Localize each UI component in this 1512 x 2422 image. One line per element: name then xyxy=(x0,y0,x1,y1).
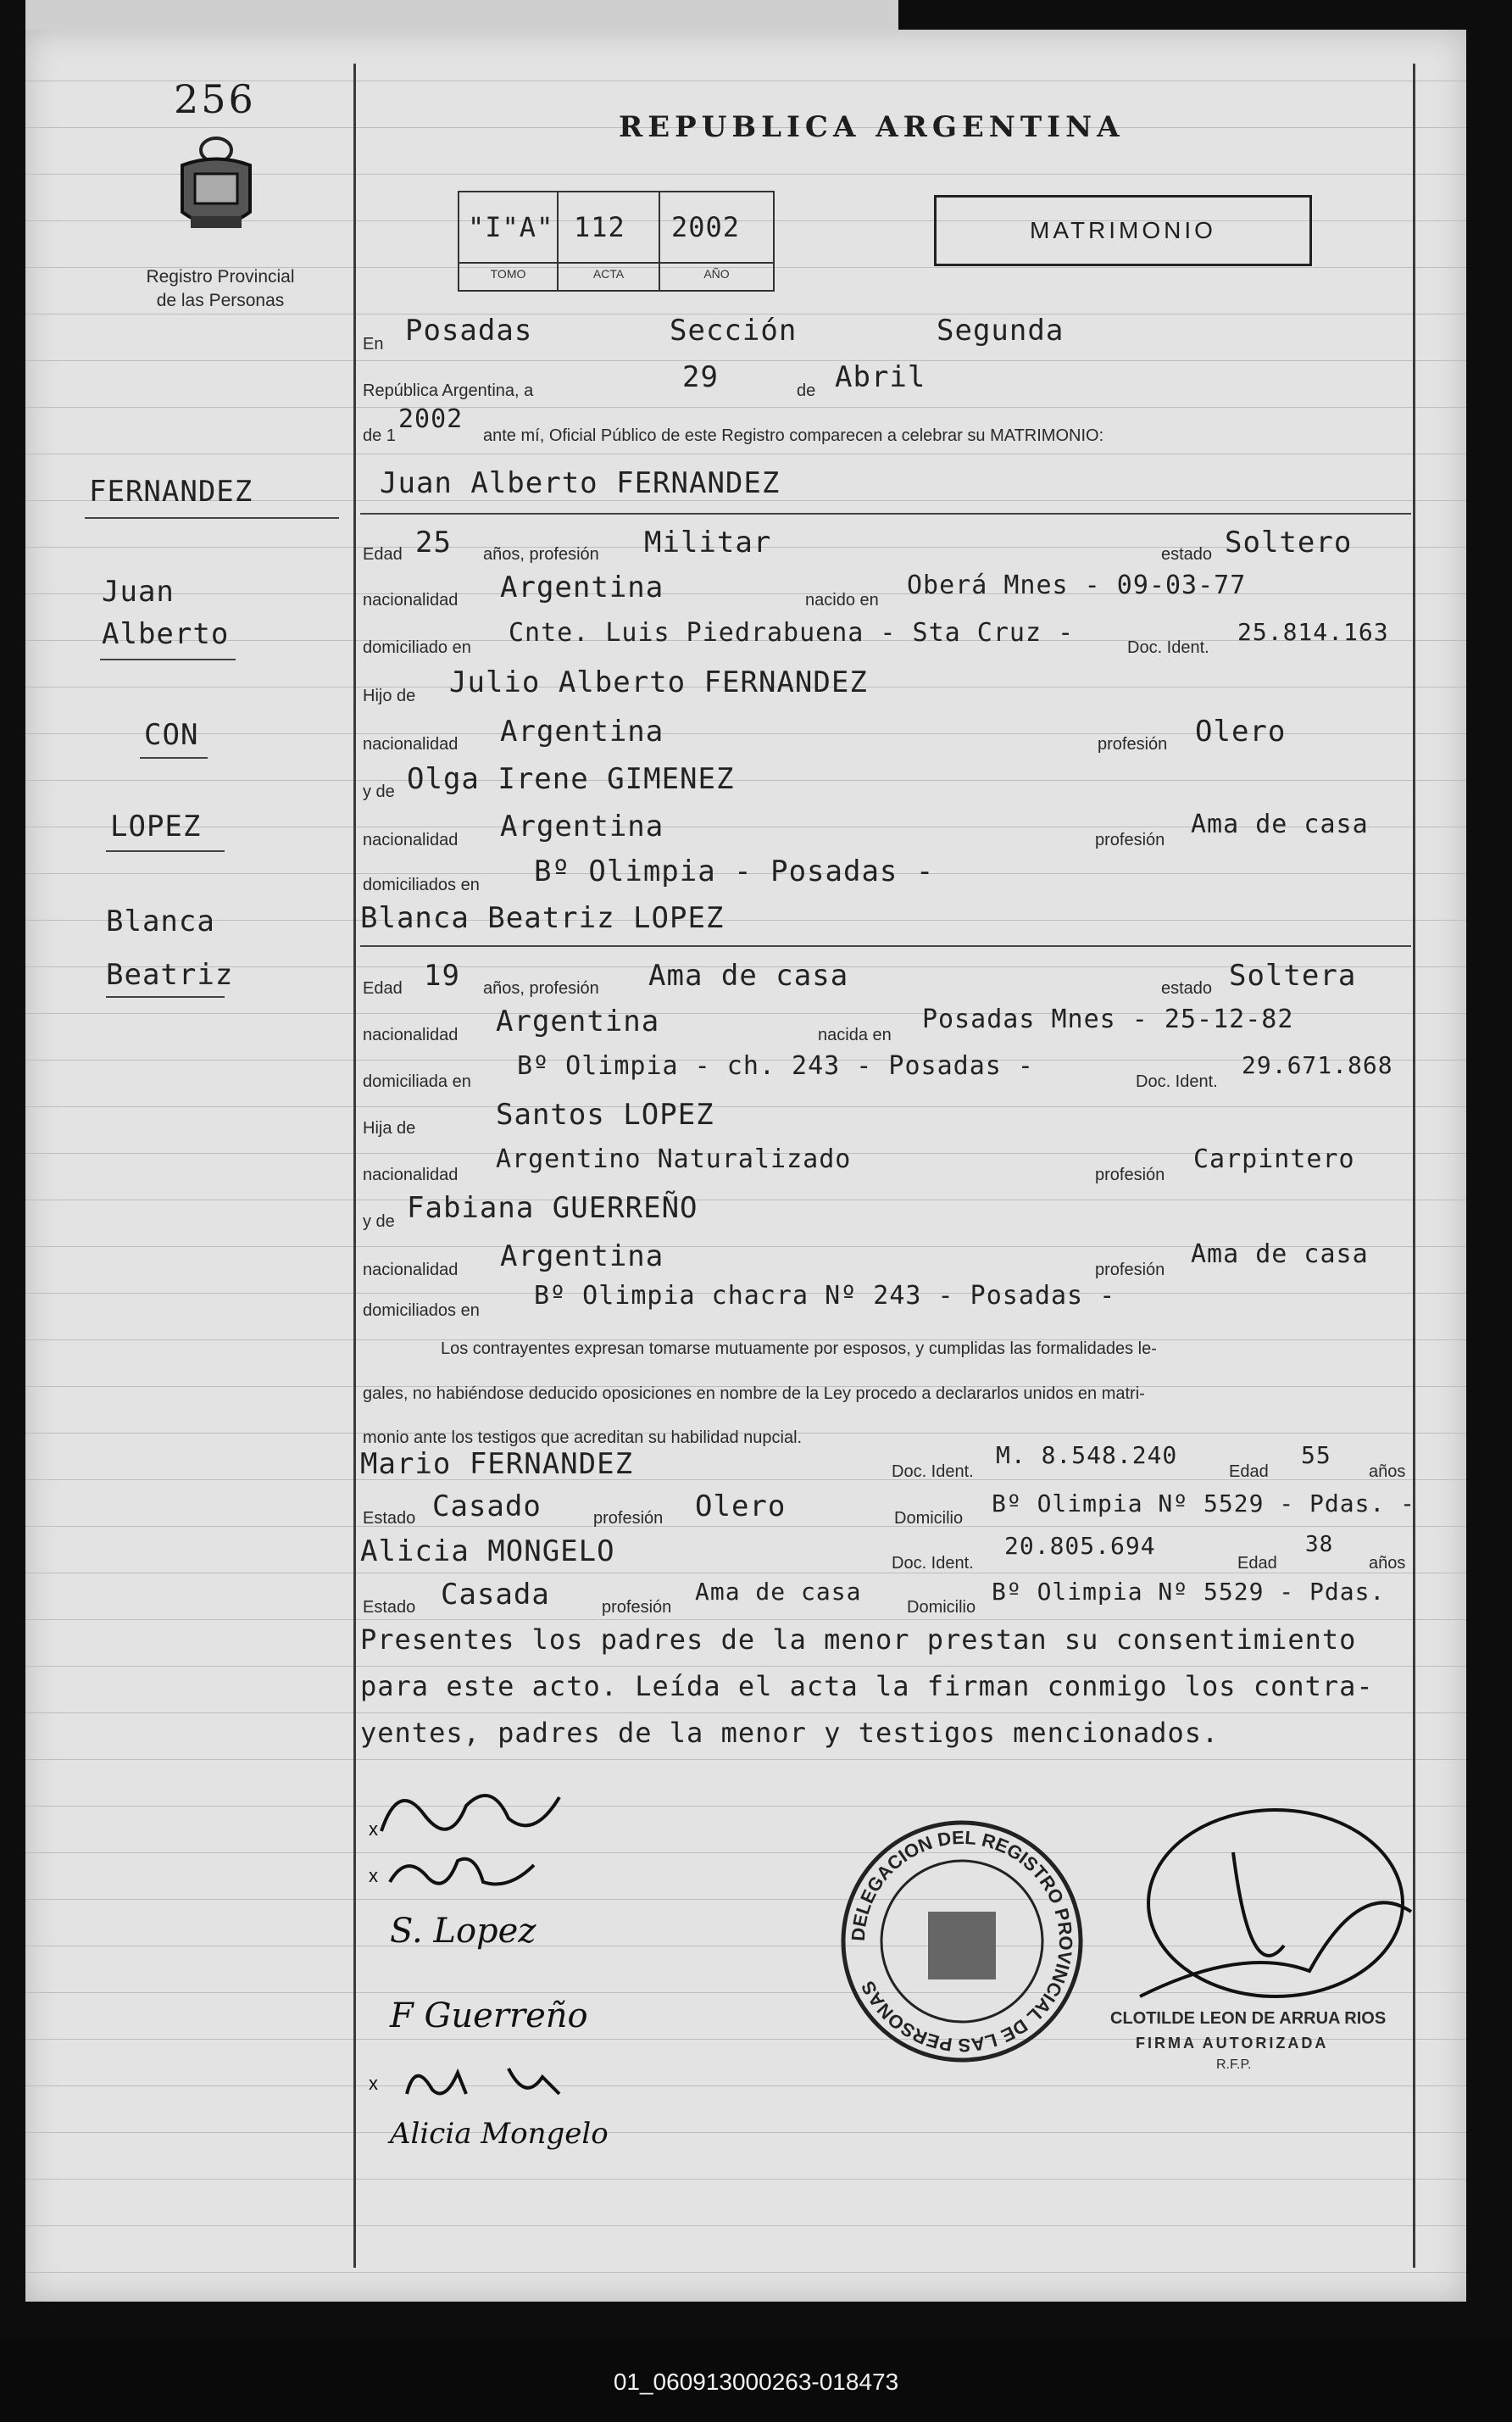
bride-doc: 29.671.868 xyxy=(1242,1051,1393,1079)
groom-mother-prof: Ama de casa xyxy=(1191,810,1369,839)
bride-yde-label: y de xyxy=(363,1212,395,1231)
ruled-line xyxy=(25,1106,1466,1107)
seccion-name-value: Segunda xyxy=(937,314,1065,348)
bride-parents-dom: Bº Olimpia chacra Nº 243 - Posadas - xyxy=(534,1281,1116,1311)
witness1-doc: M. 8.548.240 xyxy=(996,1441,1178,1469)
groom-nacido-label: nacido en xyxy=(805,591,879,610)
bride-name: Blanca Beatriz LOPEZ xyxy=(360,901,725,935)
bride-mother: Fabiana GUERREÑO xyxy=(407,1191,698,1225)
document-type-box: MATRIMONIO xyxy=(934,195,1312,266)
ruled-line xyxy=(25,2085,1466,2086)
witness1-domicile: Bº Olimpia Nº 5529 - Pdas. - xyxy=(992,1489,1416,1517)
groom-domicile: Cnte. Luis Piedrabuena - Sta Cruz - xyxy=(509,618,1075,648)
bride-profession: Ama de casa xyxy=(648,959,849,993)
acta-value: 112 xyxy=(574,211,625,243)
bride-mother-prof-label: profesión xyxy=(1095,1261,1165,1279)
groom-father-nat-label: nacionalidad xyxy=(363,735,459,754)
witness2-edad-label: Edad xyxy=(1237,1554,1277,1573)
groom-mother-prof-label: profesión xyxy=(1095,831,1165,849)
witness2-estado-label: Estado xyxy=(363,1598,416,1617)
acta-label: ACTA xyxy=(592,267,625,281)
witness2-estado: Casada xyxy=(441,1578,550,1612)
official-title: FIRMA AUTORIZADA xyxy=(1136,2035,1329,2052)
register-page xyxy=(25,30,1466,2302)
witness1-profession: Olero xyxy=(695,1489,787,1523)
signature-alicia-mongelo: Alicia Mongelo xyxy=(390,2117,609,2151)
witness1-prof-label: profesión xyxy=(593,1509,664,1528)
declaration-line-3: monio ante los testigos que acreditan su habilidad nupcial. xyxy=(363,1428,803,1447)
ruled-line xyxy=(25,407,1466,408)
bride-age: 19 xyxy=(424,959,460,993)
notes-line-2: para este acto. Leída el acta la firman conmigo los contra- xyxy=(360,1670,1374,1702)
svg-text:x: x xyxy=(369,2073,378,2094)
country-title: REPUBLICA ARGENTINA xyxy=(619,110,1125,144)
ruled-line xyxy=(25,2225,1466,2226)
margin-given-bride-2: Beatriz xyxy=(106,958,234,992)
witness2-profession: Ama de casa xyxy=(695,1578,862,1606)
groom-parents-dom: Bº Olimpia - Posadas - xyxy=(534,855,935,888)
margin-given-groom-2: Alberto xyxy=(102,617,230,651)
groom-mother-nat-label: nacionalidad xyxy=(363,831,459,849)
bride-father-prof: Carpintero xyxy=(1193,1144,1355,1174)
groom-father-prof-label: profesión xyxy=(1098,735,1168,754)
underlying-page-strip xyxy=(25,0,898,34)
groom-parents-dom-label: domiciliados en xyxy=(363,876,480,894)
declaration-line-1: Los contrayentes expresan tomarse mutuamente por esposos, y cumplidas las formalidades le- xyxy=(441,1339,1157,1358)
witness1-estado-label: Estado xyxy=(363,1509,416,1528)
bride-edad-label: Edad xyxy=(363,979,403,998)
image-id-caption: 01_060913000263-018473 xyxy=(613,2369,899,2395)
groom-father-nat: Argentina xyxy=(500,715,664,749)
groom-doc-label: Doc. Ident. xyxy=(1127,638,1209,657)
witness1-estado: Casado xyxy=(432,1489,542,1523)
witness1-anos-label: años xyxy=(1369,1462,1406,1481)
margin-given-bride-1: Blanca xyxy=(106,905,215,938)
margin-divider-line xyxy=(353,64,356,2268)
bride-nacida-label: nacida en xyxy=(818,1026,892,1044)
bride-domicile: Bº Olimpia - ch. 243 - Posadas - xyxy=(517,1051,1034,1081)
month-value: Abril xyxy=(835,360,926,394)
groom-birth: Oberá Mnes - 09-03-77 xyxy=(907,571,1247,600)
seccion-value: Sección xyxy=(670,314,798,348)
bride-birth: Posadas Mnes - 25-12-82 xyxy=(922,1005,1294,1034)
groom-yde-label: y de xyxy=(363,782,395,801)
bride-parents-dom-label: domiciliados en xyxy=(363,1301,480,1320)
witness2-doc-label: Doc. Ident. xyxy=(892,1554,974,1573)
witness2-prof-label: profesión xyxy=(602,1598,672,1617)
ruled-line xyxy=(25,920,1466,921)
groom-anos-prof-label: años, profesión xyxy=(483,545,599,564)
tomo-value: "I"A" xyxy=(468,211,554,243)
registry-name-line2: de las Personas xyxy=(156,291,285,310)
page-number: 256 xyxy=(174,76,256,122)
intro-text: ante mí, Oficial Público de este Registro comparecen a celebrar su MATRIMONIO: xyxy=(483,426,1104,445)
official-abbr: R.F.P. xyxy=(1216,2057,1252,2072)
ruled-line xyxy=(25,2132,1466,2133)
ruled-line xyxy=(25,1712,1466,1713)
place-value: Posadas xyxy=(405,314,533,348)
coat-of-arms-emblem xyxy=(165,131,267,242)
groom-nationality: Argentina xyxy=(500,571,664,604)
groom-father: Julio Alberto FERNANDEZ xyxy=(449,665,868,699)
groom-profession: Militar xyxy=(644,526,772,560)
witness1-edad-label: Edad xyxy=(1229,1462,1269,1481)
ruled-line xyxy=(25,1526,1466,1527)
registry-stamp xyxy=(839,1818,1085,2064)
republica-label: República Argentina, a xyxy=(363,381,534,400)
signature-fabiana-guerreno: F Guerreño xyxy=(390,1996,588,2035)
groom-mother: Olga Irene GIMENEZ xyxy=(407,762,735,796)
witness2-anos-label: años xyxy=(1369,1554,1406,1573)
de-year-label: de 1 xyxy=(363,426,396,445)
bride-dom-label: domiciliada en xyxy=(363,1072,471,1091)
witness2-dom-label: Domicilio xyxy=(907,1598,976,1617)
en-label: En xyxy=(363,335,384,354)
groom-estado: Soltero xyxy=(1225,526,1353,560)
signature-bride xyxy=(364,1835,593,1903)
bride-nac-label: nacionalidad xyxy=(363,1026,459,1044)
margin-con: CON xyxy=(144,718,199,752)
year-value: 2002 xyxy=(398,404,464,434)
stamp-ring-text: DELEGACION DEL REGISTRO PROVINCIAL DE LAS PERSONAS xyxy=(847,1826,1077,2057)
bride-father-nat-label: nacionalidad xyxy=(363,1166,459,1184)
margin-surname-groom: FERNANDEZ xyxy=(89,475,253,509)
svg-text:x: x xyxy=(369,1865,378,1886)
groom-doc: 25.814.163 xyxy=(1237,618,1389,646)
witness1-name: Mario FERNANDEZ xyxy=(360,1447,634,1481)
margin-given-groom-1: Juan xyxy=(102,575,175,609)
groom-mother-nat: Argentina xyxy=(500,810,664,844)
record-box xyxy=(458,191,775,292)
witness1-doc-label: Doc. Ident. xyxy=(892,1462,974,1481)
groom-age: 25 xyxy=(415,526,452,560)
bride-father-nat: Argentino Naturalizado xyxy=(496,1144,852,1174)
bride-mother-nat-label: nacionalidad xyxy=(363,1261,459,1279)
tomo-label: TOMO xyxy=(490,267,526,281)
signature-santos-lopez: S. Lopez xyxy=(390,1912,536,1951)
day-value: 29 xyxy=(682,360,719,394)
groom-hijo-label: Hijo de xyxy=(363,687,416,705)
groom-father-prof: Olero xyxy=(1195,715,1287,749)
bride-estado: Soltera xyxy=(1229,959,1357,993)
groom-edad-label: Edad xyxy=(363,545,403,564)
ruled-line xyxy=(25,593,1466,594)
bride-nationality: Argentina xyxy=(496,1005,660,1038)
registry-name-line1: Registro Provincial xyxy=(146,267,295,287)
ruled-line xyxy=(25,1666,1466,1667)
bride-doc-label: Doc. Ident. xyxy=(1136,1072,1218,1091)
official-signature xyxy=(1106,1776,1462,2030)
margin-surname-bride: LOPEZ xyxy=(110,810,202,844)
ruled-line xyxy=(25,780,1466,781)
bride-hija-label: Hija de xyxy=(363,1119,416,1138)
ano-label: AÑO xyxy=(703,267,730,281)
witness2-doc: 20.805.694 xyxy=(1004,1532,1156,1560)
svg-text:x: x xyxy=(369,1818,378,1840)
groom-name: Juan Alberto FERNANDEZ xyxy=(380,466,781,500)
official-name: CLOTILDE LEON DE ARRUA RIOS xyxy=(1110,2009,1387,2028)
ano-value: 2002 xyxy=(671,211,741,243)
ruled-line xyxy=(25,360,1466,361)
signature-mario-fernandez xyxy=(364,2052,593,2111)
groom-nac-label: nacionalidad xyxy=(363,591,459,610)
groom-dom-label: domiciliado en xyxy=(363,638,471,657)
bride-estado-label: estado xyxy=(1161,979,1213,998)
de-label: de xyxy=(797,381,816,400)
notes-line-3: yentes, padres de la menor y testigos mencionados. xyxy=(360,1717,1220,1749)
witness2-name: Alicia MONGELO xyxy=(360,1534,615,1568)
ruled-line xyxy=(25,1759,1466,1760)
ruled-line xyxy=(25,2272,1466,2273)
ruled-line xyxy=(25,2179,1466,2180)
notes-line-1: Presentes los padres de la menor prestan su consentimiento xyxy=(360,1623,1357,1656)
witness2-age: 38 xyxy=(1305,1532,1334,1557)
ruled-line xyxy=(25,1619,1466,1620)
groom-estado-label: estado xyxy=(1161,545,1213,564)
witness1-age: 55 xyxy=(1301,1441,1331,1469)
bride-father-prof-label: profesión xyxy=(1095,1166,1165,1184)
bride-anos-prof-label: años, profesión xyxy=(483,979,599,998)
witness1-dom-label: Domicilio xyxy=(894,1509,964,1528)
declaration-line-2: gales, no habiéndose deducido oposiciones en nombre de la Ley procedo a declararlos unidos en matri- xyxy=(363,1384,1145,1403)
bride-father: Santos LOPEZ xyxy=(496,1098,714,1132)
witness2-domicile: Bº Olimpia Nº 5529 - Pdas. xyxy=(992,1578,1386,1606)
bride-mother-prof: Ama de casa xyxy=(1191,1239,1369,1269)
bride-mother-nat: Argentina xyxy=(500,1239,664,1273)
